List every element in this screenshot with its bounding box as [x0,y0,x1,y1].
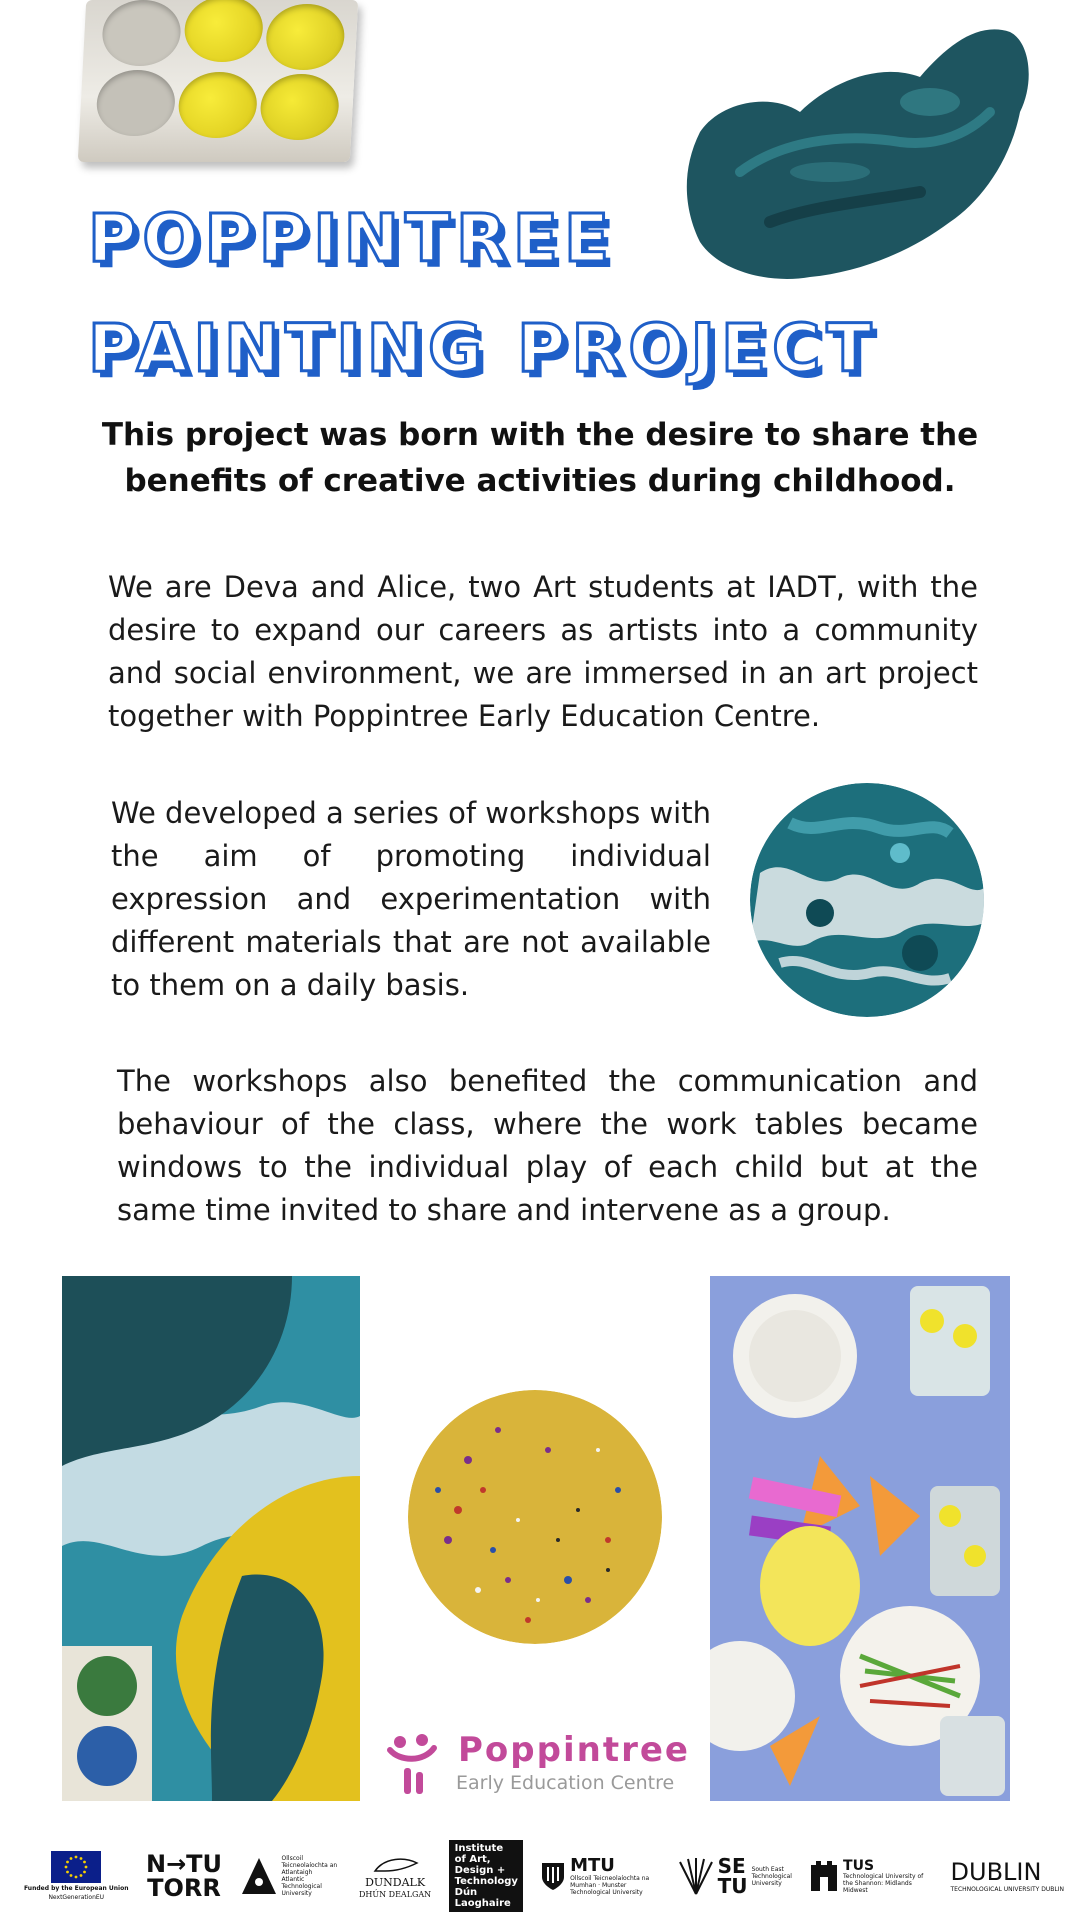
paragraph-about-us: We are Deva and Alice, two Art students at IADT, with the desire to expand our careers as artists into a community and social environment, we are immersed in an art project together with Poppintree Early Education Centre. [108,570,978,733]
painted-hand-photo [680,22,1040,292]
dundalk-text: DUNDALK [365,1876,426,1889]
eu-subcaption: NextGenerationEU [48,1894,105,1901]
tus-logo [809,1859,933,1894]
dundalk-subtext: DHÚN DEALGAN [358,1890,432,1899]
atu-mark-icon [240,1856,278,1896]
atu-english: Atlantic Technological University [281,1876,322,1897]
torr-text: TORR [147,1874,221,1902]
glitter-circle [408,1390,662,1644]
setu-subtext: South East Technological University [751,1865,792,1887]
poppintree-name: Poppintree [458,1730,690,1770]
setu-rays-icon [678,1856,714,1896]
ntu-torr-logo [146,1852,222,1900]
ntu-text: N→TU [145,1850,223,1878]
tu-dublin-logo [951,1859,1064,1893]
title-line-1: POPPINTREE [88,200,616,277]
poppintree-subtitle: Early Education Centre [456,1772,675,1794]
tu-dublin-subtext: TECHNOLOGICAL UNIVERSITY DUBLIN [950,1886,1064,1893]
eu-flag-icon [51,1851,101,1883]
iadt-logo [449,1840,523,1912]
atu-irish: Ollscoil Teicneolaíochta an Atlantaigh [281,1855,338,1876]
intro-statement: This project was born with the desire to share the benefits of creative activities during childhood. [101,417,979,499]
paint-tray-photo [78,0,358,162]
tus-subtext: Technological University of the Shannon: Midlands Midwest [843,1872,924,1894]
dundalk-logo [359,1853,431,1899]
eu-funding-logo [24,1851,129,1901]
paragraph-benefits: The workshops also benefited the communication and behaviour of the class, where the work tables became windows to the individual play of each child but at the same time invited to share and intervene as a group. [117,1064,978,1227]
setu-logo [678,1856,792,1896]
workshop-photo-left [62,1276,360,1801]
poppintree-logo [380,1728,700,1798]
mtu-text: MTU [570,1854,615,1876]
mtu-subtext: Ollscoil Teicneolaíochta na Mumhan · Munster Technological University [570,1874,650,1896]
workshop-photo-right [710,1276,1010,1801]
teal-paint-circle [750,783,984,1017]
mtu-crest-icon [540,1861,566,1891]
mtu-logo [540,1854,660,1896]
poppintree-mark-icon [380,1728,450,1798]
paragraph-workshops: We developed a series of workshops with the aim of promoting individual expression and experimentation with different materials that are not available to them on a daily basis. [111,796,711,1002]
tu-dublin-text: DUBLIN [950,1858,1042,1886]
dundalk-swan-icon [365,1853,425,1875]
tus-castle-icon [809,1859,839,1893]
tus-text: TUS [843,1857,875,1874]
setu-text: SE TU [717,1854,748,1898]
iadt-text: Institute of Art, Design + Technology Dún Laoghaire [449,1840,523,1912]
eu-caption: Funded by the European Union [24,1885,129,1892]
sponsor-logos-bar [24,1843,1064,1909]
title-line-2: PAINTING PROJECT [88,310,878,387]
atu-logo [240,1855,342,1897]
